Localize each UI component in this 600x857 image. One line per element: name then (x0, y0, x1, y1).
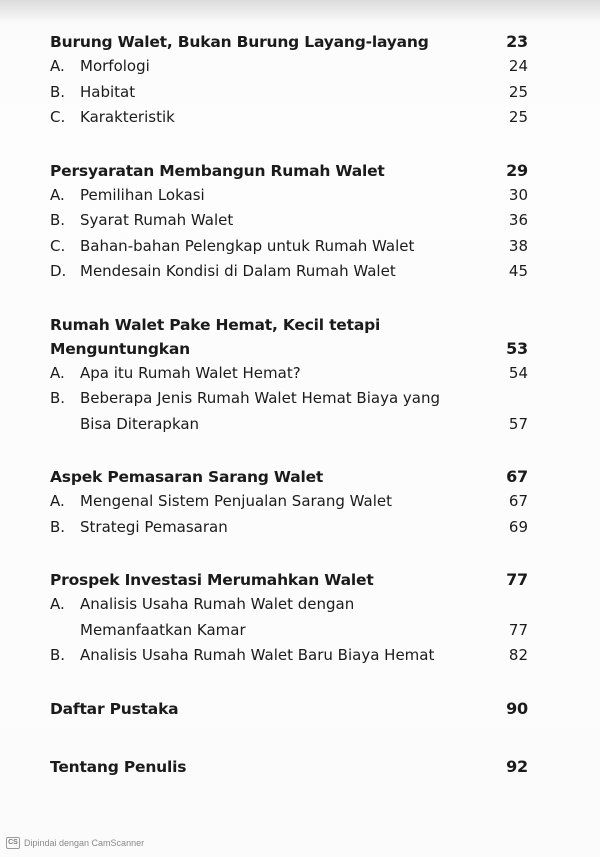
entry-title: Strategi Pemasaran (80, 517, 228, 536)
chapter-page-number: 67 (506, 467, 528, 486)
entry-title (80, 592, 498, 643)
toc-entry (50, 361, 528, 387)
entry-title-line-1: Analisis Usaha Rumah Walet dengan (80, 595, 355, 613)
chapter-page-number: 92 (506, 756, 528, 776)
entry-letter: A. (50, 595, 65, 613)
toc-entry (50, 208, 528, 234)
entry-letter: A. (50, 363, 65, 382)
toc-entry (50, 515, 528, 541)
entry-page-number: 82 (508, 646, 528, 664)
scanner-watermark-text: Dipindai dengan CamScanner (24, 838, 145, 848)
entry-letter: B. (50, 389, 66, 407)
entry-page-number: 67 (508, 492, 528, 510)
entry-title: Pemilihan Lokasi (80, 185, 205, 204)
chapter-title: Prospek Investasi Merumahkan Walet (50, 571, 374, 589)
chapter-page-number: 23 (506, 32, 528, 51)
chapter-page-number: 53 (506, 338, 528, 358)
toc-chapter (50, 755, 528, 779)
entry-letter: C. (50, 108, 66, 126)
entry-page-number: 69 (508, 517, 528, 536)
toc-entry (50, 643, 528, 669)
entry-page-number: 38 (508, 236, 528, 255)
toc-entry (50, 259, 528, 285)
toc-chapter (50, 568, 528, 669)
chapter-page-number: 77 (506, 570, 528, 589)
chapter-title-line-1: Rumah Walet Pake Hemat, Kecil tetapi (50, 315, 381, 334)
entry-page-number: 36 (508, 211, 528, 229)
chapter-title: Daftar Pustaka (50, 699, 179, 718)
scanner-watermark (6, 837, 144, 849)
toc-entry (50, 592, 528, 643)
toc-chapter (50, 465, 528, 540)
page-edge-shadow (0, 0, 600, 22)
camscanner-logo-icon: CS (6, 837, 20, 849)
entry-letter: B. (50, 211, 66, 229)
chapter-title: Tentang Penulis (50, 757, 187, 776)
toc-entry (50, 234, 528, 260)
entry-letter: B. (50, 517, 66, 536)
entry-page-number: 77 (508, 620, 528, 639)
toc-entry (50, 489, 528, 515)
toc-entry (50, 183, 528, 209)
chapter-page-number: 29 (506, 160, 528, 180)
entry-page-number: 45 (508, 262, 528, 280)
entry-letter: C. (50, 236, 66, 255)
entry-title: Bahan-bahan Pelengkap untuk Rumah Walet (80, 236, 415, 255)
chapter-page-number: 90 (506, 698, 528, 718)
toc-entry (50, 105, 528, 131)
entry-page-number: 57 (508, 414, 528, 433)
entry-title: Syarat Rumah Walet (80, 211, 234, 229)
entry-title-line-1: Beberapa Jenis Rumah Walet Hemat Biaya yang (80, 389, 441, 407)
entry-title (80, 386, 498, 437)
toc-entry (50, 80, 528, 106)
chapter-heading (50, 465, 528, 489)
entry-title: Mengenal Sistem Penjualan Sarang Walet (80, 492, 393, 510)
chapter-heading (50, 30, 528, 54)
chapter-heading (50, 697, 528, 721)
entry-letter: B. (50, 646, 66, 664)
chapter-title-line-2: Menguntungkan (50, 339, 190, 358)
entry-letter: D. (50, 262, 67, 280)
entry-letter: B. (50, 82, 66, 101)
entry-page-number: 24 (508, 57, 528, 75)
table-of-contents (50, 30, 528, 807)
entry-letter: A. (50, 492, 65, 510)
toc-chapter (50, 30, 528, 131)
chapter-heading (50, 755, 528, 779)
entry-page-number: 25 (508, 82, 528, 101)
entry-title: Morfologi (80, 57, 150, 75)
entry-title: Mendesain Kondisi di Dalam Rumah Walet (80, 262, 396, 280)
chapter-title: Aspek Pemasaran Sarang Walet (50, 468, 324, 486)
toc-chapter (50, 697, 528, 721)
entry-page-number: 25 (508, 108, 528, 126)
entry-letter: A. (50, 185, 65, 204)
toc-entry (50, 386, 528, 437)
chapter-heading (50, 313, 528, 361)
chapter-title: Persyaratan Membangun Rumah Walet (50, 161, 385, 180)
chapter-title: Burung Walet, Bukan Burung Layang-layang (50, 33, 429, 51)
entry-title: Karakteristik (80, 108, 175, 126)
entry-title-line-2: Bisa Diterapkan (80, 414, 200, 433)
entry-title-line-2: Memanfaatkan Kamar (80, 620, 246, 639)
entry-page-number: 30 (508, 185, 528, 204)
entry-title: Analisis Usaha Rumah Walet Baru Biaya Hemat (80, 646, 435, 664)
toc-chapter (50, 313, 528, 438)
entry-title: Habitat (80, 82, 136, 101)
toc-chapter (50, 159, 528, 285)
entry-letter: A. (50, 57, 65, 75)
toc-entry (50, 54, 528, 80)
chapter-heading (50, 568, 528, 592)
entry-title: Apa itu Rumah Walet Hemat? (80, 363, 301, 382)
chapter-heading (50, 159, 528, 183)
entry-page-number: 54 (508, 363, 528, 382)
